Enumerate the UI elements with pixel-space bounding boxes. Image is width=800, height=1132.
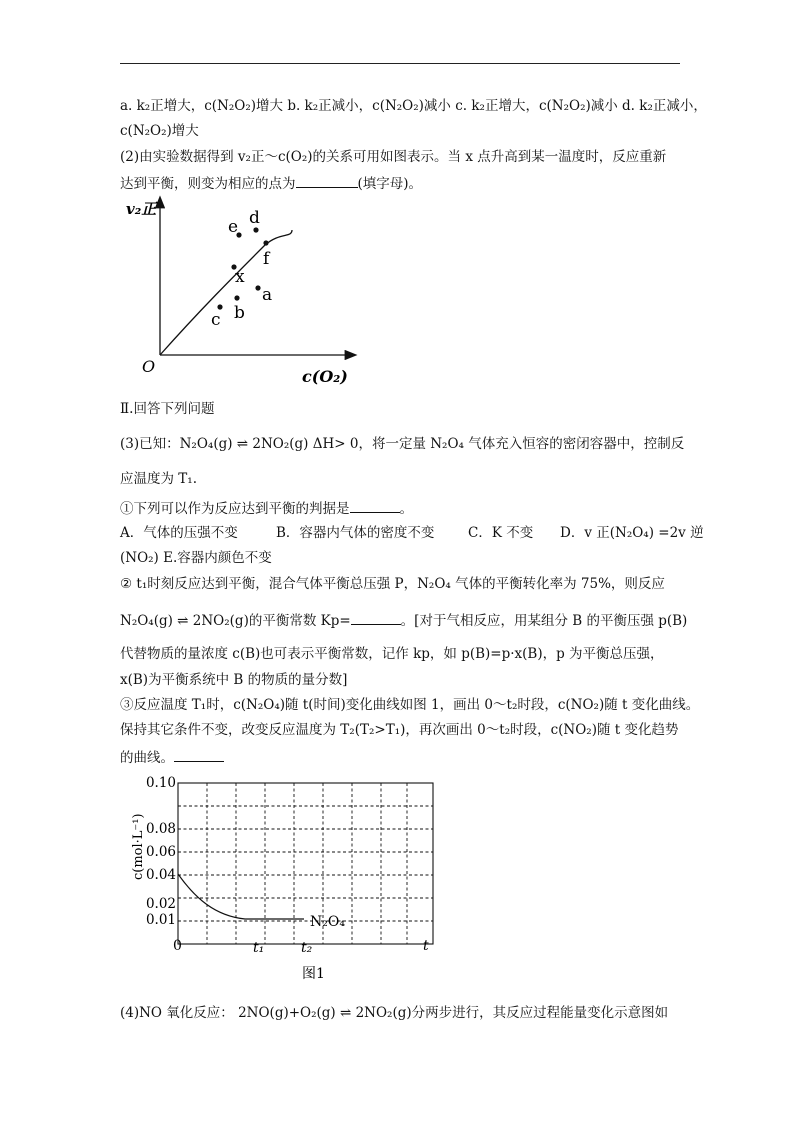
origin-label: O: [142, 357, 156, 376]
x-axis-label: c(O₂): [302, 367, 348, 386]
svg-text:t: t: [423, 938, 429, 954]
point-x: [231, 264, 245, 287]
figure-caption: 图1: [302, 966, 325, 982]
question-3c: [120, 747, 224, 767]
svg-text:d: d: [249, 208, 260, 228]
text-line-4: (4)NO 氧化反应： 2NO(g)+O₂(g) ⇌ 2NO₂(g)分两步进行，其反应过程能量变化示意图如: [120, 1005, 669, 1021]
svg-text:c: c: [211, 310, 221, 330]
option-b: B．容器内气体的密度不变: [276, 525, 435, 541]
q3c-text: 的曲线。: [120, 750, 174, 766]
answer-blank-3[interactable]: [351, 610, 401, 625]
svg-text:0.06: 0.06: [145, 844, 176, 860]
question-2d: x(B)为平衡系统中 B 的物质的量分数]: [120, 672, 348, 688]
svg-text:b: b: [234, 303, 245, 323]
question-2a: ② t₁时刻反应达到平衡，混合气体平衡总压强 P，N₂O₄ 气体的平衡转化率为 75%，则反应: [120, 576, 665, 592]
figure-1: [120, 770, 450, 990]
svg-text:e: e: [228, 217, 239, 237]
options-line-2: (NO₂) E.容器内颜色不变: [120, 550, 272, 566]
question-3a: ③反应温度 T₁时，c(N₂O₄)随 t(时间)变化曲线如图 1，画出 0～t₂时段，c(NO₂)随 t 变化曲线。: [120, 697, 700, 713]
answer-blank-2[interactable]: [350, 498, 400, 513]
figure-v-vs-c: [110, 190, 370, 390]
point-f: [263, 240, 271, 269]
grid: [178, 783, 433, 944]
question-2b: [120, 610, 687, 630]
svg-text:0.01: 0.01: [145, 912, 176, 928]
text-line-2a: (2)由实验数据得到 v₂正～c(O₂)的关系可用如图表示。当 x 点升高到某一温度时，反应重新: [120, 149, 667, 165]
svg-text:f: f: [263, 249, 270, 269]
section-heading: Ⅱ.回答下列问题: [120, 401, 215, 417]
question-1: [120, 498, 413, 518]
curve-label: N₂O₄: [310, 914, 345, 930]
l2b-post: (填字母)。: [357, 176, 423, 192]
option-c: C．K 不变: [468, 525, 534, 541]
question-2c: 代替物质的量浓度 c(B)也可表示平衡常数，记作 kp，如 p(B)=p·x(B)，p 为平衡总压强，: [120, 646, 664, 662]
q2b-pre: N₂O₄(g) ⇌ 2NO₂(g)的平衡常数 Kp=: [120, 613, 351, 629]
svg-text:0.10: 0.10: [145, 775, 176, 791]
svg-text:0.04: 0.04: [145, 867, 176, 883]
y-ticks: [146, 775, 176, 928]
q1-post: 。: [399, 501, 413, 517]
question-3b: 保持其它条件不变，改变反应温度为 T₂(T₂>T₁)，再次画出 0～t₂时段，c(NO₂)随 t 变化趋势: [120, 722, 679, 738]
header-rule: [120, 63, 680, 64]
plot-frame: [178, 783, 433, 944]
curve: [160, 230, 292, 355]
y-axis-label: c(mol·L⁻¹): [131, 813, 146, 880]
text-line-3a: (3)已知：N₂O₄(g) ⇌ 2NO₂(g) ΔH> 0，将一定量 N₂O₄ 气体充入恒容的密闭容器中，控制反: [120, 436, 685, 452]
q2b-post: 。[对于气相反应，用某组分 B 的平衡压强 p(B): [400, 613, 688, 629]
svg-text:0.02: 0.02: [145, 896, 176, 912]
y-axis-label: v₂正: [126, 200, 157, 218]
svg-text:a: a: [262, 285, 273, 305]
x-ticks: [173, 938, 429, 956]
point-d: [249, 208, 260, 233]
point-e: [228, 217, 242, 238]
l2b-pre: 达到平衡，则变为相应的点为: [120, 176, 296, 192]
point-a: [255, 285, 272, 305]
svg-text:x: x: [235, 267, 245, 287]
answer-blank-4[interactable]: [174, 747, 224, 762]
point-b: [234, 295, 245, 323]
svg-text:0: 0: [173, 938, 182, 954]
text-line-3b: 应温度为 T₁.: [120, 471, 197, 487]
option-d: D．v 正(N₂O₄) =2v 逆: [560, 525, 704, 541]
n2o4-curve: [178, 874, 304, 919]
option-a: A．气体的压强不变: [120, 525, 238, 541]
svg-text:t₁: t₁: [253, 940, 265, 956]
point-c: [211, 304, 223, 330]
q1-pre: ①下列可以作为反应达到平衡的判据是: [120, 501, 350, 517]
svg-text:t₂: t₂: [301, 940, 313, 956]
answer-blank-1[interactable]: [296, 173, 358, 188]
svg-text:0.08: 0.08: [145, 821, 176, 837]
text-line-1b: c(N₂O₂)增大: [120, 123, 199, 139]
text-line-1a: a. k₂正增大，c(N₂O₂)增大 b. k₂正减小，c(N₂O₂)减小 c. k₂正增大，c(N₂O₂)减小 d. k₂正减小，: [120, 98, 707, 114]
